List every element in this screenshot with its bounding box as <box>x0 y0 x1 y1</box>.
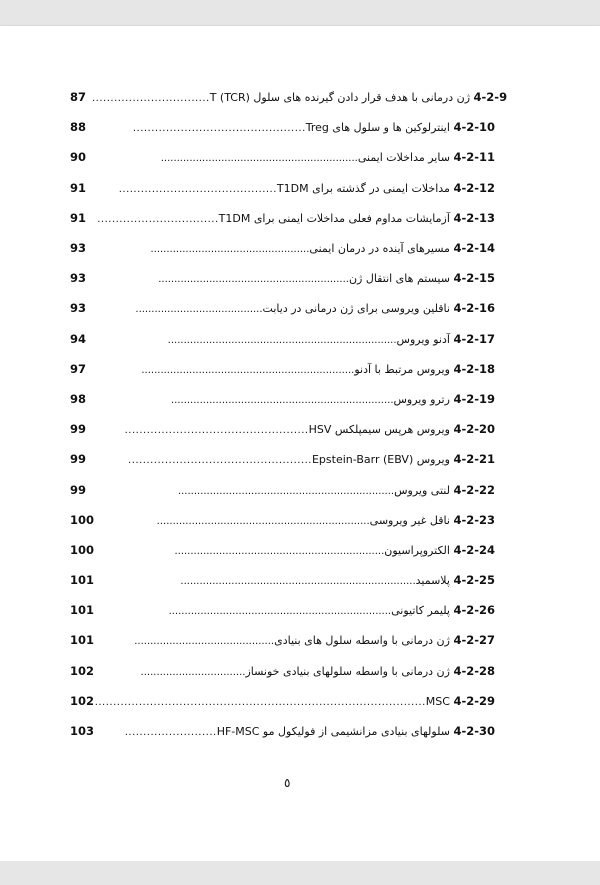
toc-entry-text <box>94 694 495 708</box>
toc-section-number: 4-2-15 <box>453 271 495 286</box>
toc-section-number: 4-2-10 <box>453 120 495 135</box>
toc-entry[interactable] <box>70 444 495 474</box>
toc-section-number: 4-2-9 <box>473 90 508 105</box>
toc-section-number: 4-2-13 <box>453 210 495 225</box>
toc-page-number: 91 <box>70 210 87 225</box>
toc-leader-dots: ................................. <box>140 666 246 678</box>
toc-entry[interactable] <box>70 384 495 414</box>
toc-section-title: مداخلات ایمنی در گذشته برای T1DM <box>276 181 450 195</box>
toc-page-number: 99 <box>70 482 87 497</box>
toc-leader-dots: ................................................................... <box>156 515 370 527</box>
toc-leader-dots: ................................................................... <box>141 364 355 376</box>
toc-entry[interactable] <box>70 625 495 655</box>
toc-section-title: ناقلین ویروسی برای ژن درمانی در دیابت <box>262 302 450 316</box>
toc-section-title: رترو ویروس <box>393 392 450 406</box>
toc-entry[interactable] <box>70 324 495 354</box>
bottom-strip <box>0 861 600 885</box>
toc-section-title: پلیمر کاتیونی <box>391 604 450 618</box>
toc-section-title: لنتی ویروس <box>394 483 450 497</box>
toc-entry-text <box>92 181 495 195</box>
toc-section-title: سیستم های انتقال ژن <box>348 272 450 286</box>
toc-leader-dots: ...................................................................... <box>168 606 392 618</box>
toc-leader-dots: ...................................................................... <box>170 394 394 406</box>
toc-entry[interactable] <box>70 656 495 686</box>
toc-leader-dots: ........................................ <box>135 304 263 316</box>
toc-section-title: سلولهای بنیادی مزانشیمی از فولیکول مو HF-MSC <box>216 725 450 739</box>
toc-page-number: 97 <box>70 361 87 376</box>
toc-entry-text <box>94 573 495 587</box>
toc-section-number: 4-2-23 <box>453 512 495 527</box>
toc-entry[interactable] <box>70 112 495 142</box>
toc-leader-dots: ............................................... <box>132 123 306 135</box>
toc-page-number: 101 <box>70 603 95 618</box>
toc-entry-text <box>92 241 495 255</box>
toc-page-number: 102 <box>70 693 95 708</box>
toc-entry-text <box>92 150 495 164</box>
toc-page-number: 93 <box>70 271 87 286</box>
toc-page-number: 100 <box>70 542 95 557</box>
toc-section-title: ناقل غیر ویروسی <box>369 513 450 527</box>
toc-page-number: 93 <box>70 301 87 316</box>
toc-entry[interactable] <box>70 535 495 565</box>
toc-leader-dots: .......................................................................... <box>180 576 416 588</box>
toc-section-title: ویروس مرتبط با آدنو <box>354 362 450 376</box>
toc-entry[interactable] <box>70 233 495 263</box>
toc-section-number: 4-2-27 <box>453 633 495 648</box>
toc-entry[interactable] <box>70 414 495 444</box>
toc-section-title: الکتروپراسیون <box>384 543 450 557</box>
toc-section-number: 4-2-19 <box>453 391 495 406</box>
toc-section-number: 4-2-24 <box>453 542 495 557</box>
toc-leader-dots: .................................................................. <box>174 545 385 557</box>
toc-section-number: 4-2-18 <box>453 361 495 376</box>
toc-entry[interactable] <box>70 293 495 323</box>
toc-entry-text <box>92 362 495 376</box>
toc-entry-text <box>92 301 495 315</box>
toc-section-title: آدنو ویروس <box>396 332 450 346</box>
toc-leader-dots: .................................................................... <box>177 485 395 497</box>
toc-entry-text <box>92 483 495 497</box>
table-of-contents <box>70 82 508 746</box>
toc-section-number: 4-2-26 <box>453 603 495 618</box>
toc-section-title: مسیرهای آینده در درمان ایمنی <box>309 242 450 256</box>
toc-section-number: 4-2-28 <box>453 663 495 678</box>
toc-entry[interactable] <box>70 595 495 625</box>
toc-entry[interactable] <box>70 716 495 746</box>
toc-entry-text <box>92 120 495 134</box>
toc-section-number: 4-2-29 <box>453 693 495 708</box>
toc-entry-text <box>92 422 495 436</box>
toc-section-number: 4-2-25 <box>453 573 495 588</box>
toc-entry[interactable] <box>70 686 495 716</box>
toc-entry-text <box>92 332 495 346</box>
toc-section-title: سایر مداخلات ایمنی <box>357 151 450 165</box>
toc-entry[interactable] <box>70 263 495 293</box>
toc-section-title: پلاسمید <box>415 574 450 588</box>
toc-page-number: 93 <box>70 241 87 256</box>
toc-section-number: 4-2-17 <box>453 331 495 346</box>
toc-page-number: 90 <box>70 150 87 165</box>
toc-entry-text <box>92 271 495 285</box>
toc-section-number: 4-2-21 <box>453 452 495 467</box>
toc-section-number: 4-2-30 <box>453 724 495 739</box>
toc-section-title: ویروس Epstein-Barr (EBV) <box>311 453 450 467</box>
toc-entry-text <box>92 392 495 406</box>
toc-leader-dots: .................................................. <box>150 244 310 256</box>
toc-page-number: 101 <box>70 633 95 648</box>
toc-leader-dots: .............................................................. <box>160 153 358 165</box>
toc-page-number: 91 <box>70 180 87 195</box>
toc-section-title: ژن درمانی با واسطه سلول های بنیادی <box>274 634 450 648</box>
toc-section-title: MSC <box>425 694 450 708</box>
toc-page-number: 98 <box>70 391 87 406</box>
toc-entry[interactable] <box>70 354 495 384</box>
toc-section-title: ژن درمانی با هدف قرار دادن گیرنده های سلول T (TCR) <box>209 91 471 105</box>
toc-section-number: 4-2-12 <box>453 180 495 195</box>
toc-page-number: 100 <box>70 512 95 527</box>
toc-section-number: 4-2-14 <box>453 241 495 256</box>
toc-section-title: آزمایشات مداوم فعلی مداخلات ایمنی برای T1DM <box>218 211 450 225</box>
toc-entry[interactable] <box>70 173 495 203</box>
toc-page-number: 88 <box>70 120 87 135</box>
toc-leader-dots: .......................................................................................... <box>94 696 426 708</box>
toc-entry-text <box>92 452 495 466</box>
toc-page-number: 103 <box>70 724 95 739</box>
toc-section-title: ویروس هرپس سیمپلکس HSV <box>308 423 450 437</box>
toc-entry-text <box>94 633 495 647</box>
toc-entry[interactable] <box>70 505 495 535</box>
toc-page-number: 101 <box>70 573 95 588</box>
toc-entry[interactable] <box>70 142 495 172</box>
top-toolbar-strip <box>0 0 600 26</box>
toc-section-number: 4-2-20 <box>453 422 495 437</box>
toc-section-number: 4-2-11 <box>453 150 495 165</box>
toc-leader-dots: ................................ <box>92 93 210 105</box>
toc-entry-text <box>92 90 507 104</box>
toc-page-number: 94 <box>70 331 87 346</box>
toc-entry-text <box>94 603 495 617</box>
toc-entry[interactable] <box>70 203 495 233</box>
toc-entry-text <box>94 724 495 738</box>
toc-page-number: 99 <box>70 452 87 467</box>
toc-section-number: 4-2-16 <box>453 301 495 316</box>
toc-leader-dots: ................................. <box>97 213 219 225</box>
toc-leader-dots: .................................................. <box>128 455 312 467</box>
toc-section-number: 4-2-22 <box>453 482 495 497</box>
toc-leader-dots: .................................................. <box>124 425 309 437</box>
toc-entry[interactable] <box>70 474 495 504</box>
toc-entry-text <box>94 664 495 678</box>
toc-section-title: ژن درمانی با واسطه سلولهای بنیادی خونساز <box>245 664 450 678</box>
page-number: ٥ <box>284 776 291 790</box>
toc-leader-dots: ............................................................ <box>158 274 349 286</box>
toc-entry-text <box>92 211 495 225</box>
toc-entry-text <box>94 513 495 527</box>
toc-page-number: 99 <box>70 422 87 437</box>
toc-leader-dots: ........................................................................ <box>167 334 397 346</box>
toc-leader-dots: ......................... <box>124 727 217 739</box>
toc-section-title: اینترلوکین ها و سلول های Treg <box>305 121 450 135</box>
toc-leader-dots: ........................................... <box>118 183 277 195</box>
toc-leader-dots: ............................................ <box>134 636 275 648</box>
toc-page-number: 102 <box>70 663 95 678</box>
toc-entry[interactable] <box>70 565 495 595</box>
toc-entry[interactable] <box>70 82 508 112</box>
toc-page-number: 87 <box>70 90 87 105</box>
toc-entry-text <box>94 543 495 557</box>
